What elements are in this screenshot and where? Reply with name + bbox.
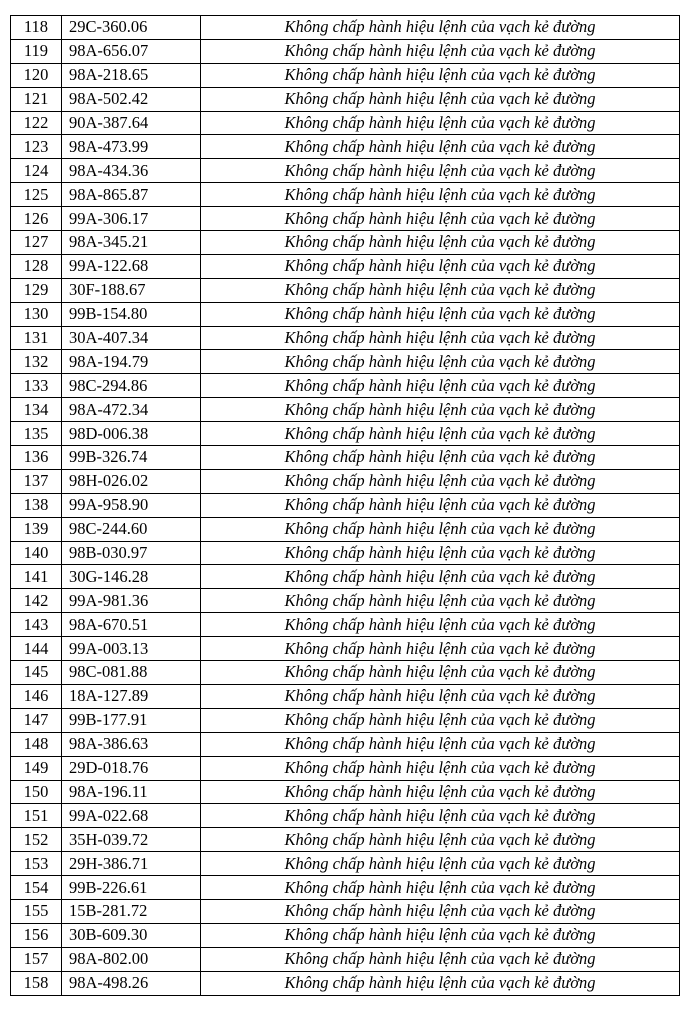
violation-description-cell: Không chấp hành hiệu lệnh của vạch kẻ đường bbox=[201, 87, 680, 111]
table-row bbox=[11, 828, 680, 852]
license-plate-cell: 98A-502.42 bbox=[62, 87, 201, 111]
row-number-cell: 130 bbox=[11, 302, 62, 326]
violation-description-cell: Không chấp hành hiệu lệnh của vạch kẻ đường bbox=[201, 780, 680, 804]
table-row bbox=[11, 183, 680, 207]
table-row bbox=[11, 302, 680, 326]
row-number-cell: 132 bbox=[11, 350, 62, 374]
violation-description-cell: Không chấp hành hiệu lệnh của vạch kẻ đường bbox=[201, 207, 680, 231]
table-row bbox=[11, 63, 680, 87]
table-row bbox=[11, 780, 680, 804]
license-plate-cell: 99B-154.80 bbox=[62, 302, 201, 326]
violation-description-cell: Không chấp hành hiệu lệnh của vạch kẻ đường bbox=[201, 422, 680, 446]
license-plate-cell: 29H-386.71 bbox=[62, 852, 201, 876]
violation-table bbox=[10, 15, 680, 996]
table-row bbox=[11, 589, 680, 613]
violation-description-cell: Không chấp hành hiệu lệnh của vạch kẻ đường bbox=[201, 804, 680, 828]
table-row bbox=[11, 613, 680, 637]
violation-description-cell: Không chấp hành hiệu lệnh của vạch kẻ đường bbox=[201, 613, 680, 637]
row-number-cell: 139 bbox=[11, 517, 62, 541]
row-number-cell: 136 bbox=[11, 446, 62, 470]
violation-description-cell: Không chấp hành hiệu lệnh của vạch kẻ đường bbox=[201, 589, 680, 613]
license-plate-cell: 98B-030.97 bbox=[62, 541, 201, 565]
license-plate-cell: 99A-306.17 bbox=[62, 207, 201, 231]
license-plate-cell: 18A-127.89 bbox=[62, 684, 201, 708]
violation-table-body bbox=[11, 16, 680, 996]
violation-description-cell: Không chấp hành hiệu lệnh của vạch kẻ đường bbox=[201, 852, 680, 876]
license-plate-cell: 99A-958.90 bbox=[62, 493, 201, 517]
license-plate-cell: 99B-226.61 bbox=[62, 876, 201, 900]
license-plate-cell: 98A-472.34 bbox=[62, 398, 201, 422]
license-plate-cell: 35H-039.72 bbox=[62, 828, 201, 852]
table-row bbox=[11, 111, 680, 135]
violation-description-cell: Không chấp hành hiệu lệnh của vạch kẻ đường bbox=[201, 708, 680, 732]
violation-description-cell: Không chấp hành hiệu lệnh của vạch kẻ đường bbox=[201, 135, 680, 159]
row-number-cell: 157 bbox=[11, 947, 62, 971]
row-number-cell: 148 bbox=[11, 732, 62, 756]
table-row bbox=[11, 493, 680, 517]
table-row bbox=[11, 254, 680, 278]
license-plate-cell: 99B-326.74 bbox=[62, 446, 201, 470]
table-row bbox=[11, 231, 680, 255]
license-plate-cell: 99B-177.91 bbox=[62, 708, 201, 732]
violation-description-cell: Không chấp hành hiệu lệnh của vạch kẻ đường bbox=[201, 278, 680, 302]
license-plate-cell: 98A-345.21 bbox=[62, 231, 201, 255]
table-row bbox=[11, 852, 680, 876]
row-number-cell: 137 bbox=[11, 469, 62, 493]
table-row bbox=[11, 661, 680, 685]
table-row bbox=[11, 16, 680, 40]
violation-description-cell: Không chấp hành hiệu lệnh của vạch kẻ đường bbox=[201, 565, 680, 589]
row-number-cell: 149 bbox=[11, 756, 62, 780]
table-row bbox=[11, 159, 680, 183]
license-plate-cell: 98A-386.63 bbox=[62, 732, 201, 756]
row-number-cell: 126 bbox=[11, 207, 62, 231]
row-number-cell: 127 bbox=[11, 231, 62, 255]
violation-description-cell: Không chấp hành hiệu lệnh của vạch kẻ đường bbox=[201, 732, 680, 756]
row-number-cell: 140 bbox=[11, 541, 62, 565]
violation-description-cell: Không chấp hành hiệu lệnh của vạch kẻ đường bbox=[201, 876, 680, 900]
table-row bbox=[11, 947, 680, 971]
table-row bbox=[11, 374, 680, 398]
license-plate-cell: 99A-022.68 bbox=[62, 804, 201, 828]
violation-description-cell: Không chấp hành hiệu lệnh của vạch kẻ đường bbox=[201, 541, 680, 565]
violation-description-cell: Không chấp hành hiệu lệnh của vạch kẻ đường bbox=[201, 828, 680, 852]
violation-description-cell: Không chấp hành hiệu lệnh của vạch kẻ đường bbox=[201, 947, 680, 971]
table-row bbox=[11, 326, 680, 350]
license-plate-cell: 98A-802.00 bbox=[62, 947, 201, 971]
row-number-cell: 119 bbox=[11, 39, 62, 63]
violation-description-cell: Không chấp hành hiệu lệnh của vạch kẻ đường bbox=[201, 63, 680, 87]
violation-description-cell: Không chấp hành hiệu lệnh của vạch kẻ đường bbox=[201, 398, 680, 422]
table-row bbox=[11, 446, 680, 470]
row-number-cell: 122 bbox=[11, 111, 62, 135]
violation-description-cell: Không chấp hành hiệu lệnh của vạch kẻ đường bbox=[201, 231, 680, 255]
row-number-cell: 154 bbox=[11, 876, 62, 900]
license-plate-cell: 90A-387.64 bbox=[62, 111, 201, 135]
row-number-cell: 150 bbox=[11, 780, 62, 804]
violation-description-cell: Không chấp hành hiệu lệnh của vạch kẻ đường bbox=[201, 469, 680, 493]
license-plate-cell: 98H-026.02 bbox=[62, 469, 201, 493]
table-row bbox=[11, 517, 680, 541]
table-row bbox=[11, 398, 680, 422]
license-plate-cell: 99A-122.68 bbox=[62, 254, 201, 278]
row-number-cell: 133 bbox=[11, 374, 62, 398]
row-number-cell: 120 bbox=[11, 63, 62, 87]
row-number-cell: 158 bbox=[11, 971, 62, 995]
license-plate-cell: 98C-294.86 bbox=[62, 374, 201, 398]
table-row bbox=[11, 804, 680, 828]
table-row bbox=[11, 708, 680, 732]
violation-description-cell: Không chấp hành hiệu lệnh của vạch kẻ đường bbox=[201, 661, 680, 685]
license-plate-cell: 30B-609.30 bbox=[62, 923, 201, 947]
row-number-cell: 153 bbox=[11, 852, 62, 876]
violation-description-cell: Không chấp hành hiệu lệnh của vạch kẻ đường bbox=[201, 971, 680, 995]
table-row bbox=[11, 732, 680, 756]
license-plate-cell: 98A-434.36 bbox=[62, 159, 201, 183]
row-number-cell: 131 bbox=[11, 326, 62, 350]
table-row bbox=[11, 876, 680, 900]
license-plate-cell: 98D-006.38 bbox=[62, 422, 201, 446]
table-row bbox=[11, 899, 680, 923]
violation-description-cell: Không chấp hành hiệu lệnh của vạch kẻ đường bbox=[201, 923, 680, 947]
violation-description-cell: Không chấp hành hiệu lệnh của vạch kẻ đường bbox=[201, 684, 680, 708]
row-number-cell: 151 bbox=[11, 804, 62, 828]
table-row bbox=[11, 541, 680, 565]
table-row bbox=[11, 565, 680, 589]
row-number-cell: 141 bbox=[11, 565, 62, 589]
table-row bbox=[11, 278, 680, 302]
table-row bbox=[11, 684, 680, 708]
table-row bbox=[11, 756, 680, 780]
license-plate-cell: 98A-498.26 bbox=[62, 971, 201, 995]
license-plate-cell: 98A-194.79 bbox=[62, 350, 201, 374]
row-number-cell: 129 bbox=[11, 278, 62, 302]
table-row bbox=[11, 469, 680, 493]
license-plate-cell: 99A-981.36 bbox=[62, 589, 201, 613]
license-plate-cell: 98A-865.87 bbox=[62, 183, 201, 207]
violation-description-cell: Không chấp hành hiệu lệnh của vạch kẻ đường bbox=[201, 493, 680, 517]
row-number-cell: 145 bbox=[11, 661, 62, 685]
row-number-cell: 144 bbox=[11, 637, 62, 661]
license-plate-cell: 99A-003.13 bbox=[62, 637, 201, 661]
table-row bbox=[11, 135, 680, 159]
violation-description-cell: Không chấp hành hiệu lệnh của vạch kẻ đường bbox=[201, 517, 680, 541]
license-plate-cell: 30F-188.67 bbox=[62, 278, 201, 302]
row-number-cell: 147 bbox=[11, 708, 62, 732]
row-number-cell: 156 bbox=[11, 923, 62, 947]
license-plate-cell: 98C-081.88 bbox=[62, 661, 201, 685]
row-number-cell: 125 bbox=[11, 183, 62, 207]
table-row bbox=[11, 923, 680, 947]
row-number-cell: 118 bbox=[11, 16, 62, 40]
row-number-cell: 123 bbox=[11, 135, 62, 159]
violation-description-cell: Không chấp hành hiệu lệnh của vạch kẻ đường bbox=[201, 39, 680, 63]
violation-description-cell: Không chấp hành hiệu lệnh của vạch kẻ đường bbox=[201, 254, 680, 278]
license-plate-cell: 98A-473.99 bbox=[62, 135, 201, 159]
table-row bbox=[11, 87, 680, 111]
row-number-cell: 121 bbox=[11, 87, 62, 111]
table-row bbox=[11, 422, 680, 446]
row-number-cell: 143 bbox=[11, 613, 62, 637]
violation-description-cell: Không chấp hành hiệu lệnh của vạch kẻ đường bbox=[201, 159, 680, 183]
license-plate-cell: 30A-407.34 bbox=[62, 326, 201, 350]
table-row bbox=[11, 637, 680, 661]
row-number-cell: 135 bbox=[11, 422, 62, 446]
violation-description-cell: Không chấp hành hiệu lệnh của vạch kẻ đường bbox=[201, 899, 680, 923]
row-number-cell: 155 bbox=[11, 899, 62, 923]
row-number-cell: 142 bbox=[11, 589, 62, 613]
row-number-cell: 128 bbox=[11, 254, 62, 278]
table-row bbox=[11, 39, 680, 63]
violation-description-cell: Không chấp hành hiệu lệnh của vạch kẻ đường bbox=[201, 374, 680, 398]
violation-description-cell: Không chấp hành hiệu lệnh của vạch kẻ đường bbox=[201, 302, 680, 326]
row-number-cell: 124 bbox=[11, 159, 62, 183]
license-plate-cell: 29C-360.06 bbox=[62, 16, 201, 40]
license-plate-cell: 29D-018.76 bbox=[62, 756, 201, 780]
violation-description-cell: Không chấp hành hiệu lệnh của vạch kẻ đường bbox=[201, 16, 680, 40]
violation-description-cell: Không chấp hành hiệu lệnh của vạch kẻ đường bbox=[201, 756, 680, 780]
violation-description-cell: Không chấp hành hiệu lệnh của vạch kẻ đường bbox=[201, 350, 680, 374]
table-row bbox=[11, 207, 680, 231]
violation-description-cell: Không chấp hành hiệu lệnh của vạch kẻ đường bbox=[201, 111, 680, 135]
row-number-cell: 134 bbox=[11, 398, 62, 422]
license-plate-cell: 98C-244.60 bbox=[62, 517, 201, 541]
row-number-cell: 138 bbox=[11, 493, 62, 517]
violation-description-cell: Không chấp hành hiệu lệnh của vạch kẻ đường bbox=[201, 326, 680, 350]
table-row bbox=[11, 971, 680, 995]
license-plate-cell: 98A-218.65 bbox=[62, 63, 201, 87]
license-plate-cell: 98A-656.07 bbox=[62, 39, 201, 63]
license-plate-cell: 98A-670.51 bbox=[62, 613, 201, 637]
table-row bbox=[11, 350, 680, 374]
license-plate-cell: 15B-281.72 bbox=[62, 899, 201, 923]
row-number-cell: 146 bbox=[11, 684, 62, 708]
violation-description-cell: Không chấp hành hiệu lệnh của vạch kẻ đường bbox=[201, 637, 680, 661]
row-number-cell: 152 bbox=[11, 828, 62, 852]
license-plate-cell: 98A-196.11 bbox=[62, 780, 201, 804]
violation-description-cell: Không chấp hành hiệu lệnh của vạch kẻ đường bbox=[201, 446, 680, 470]
license-plate-cell: 30G-146.28 bbox=[62, 565, 201, 589]
violation-description-cell: Không chấp hành hiệu lệnh của vạch kẻ đường bbox=[201, 183, 680, 207]
